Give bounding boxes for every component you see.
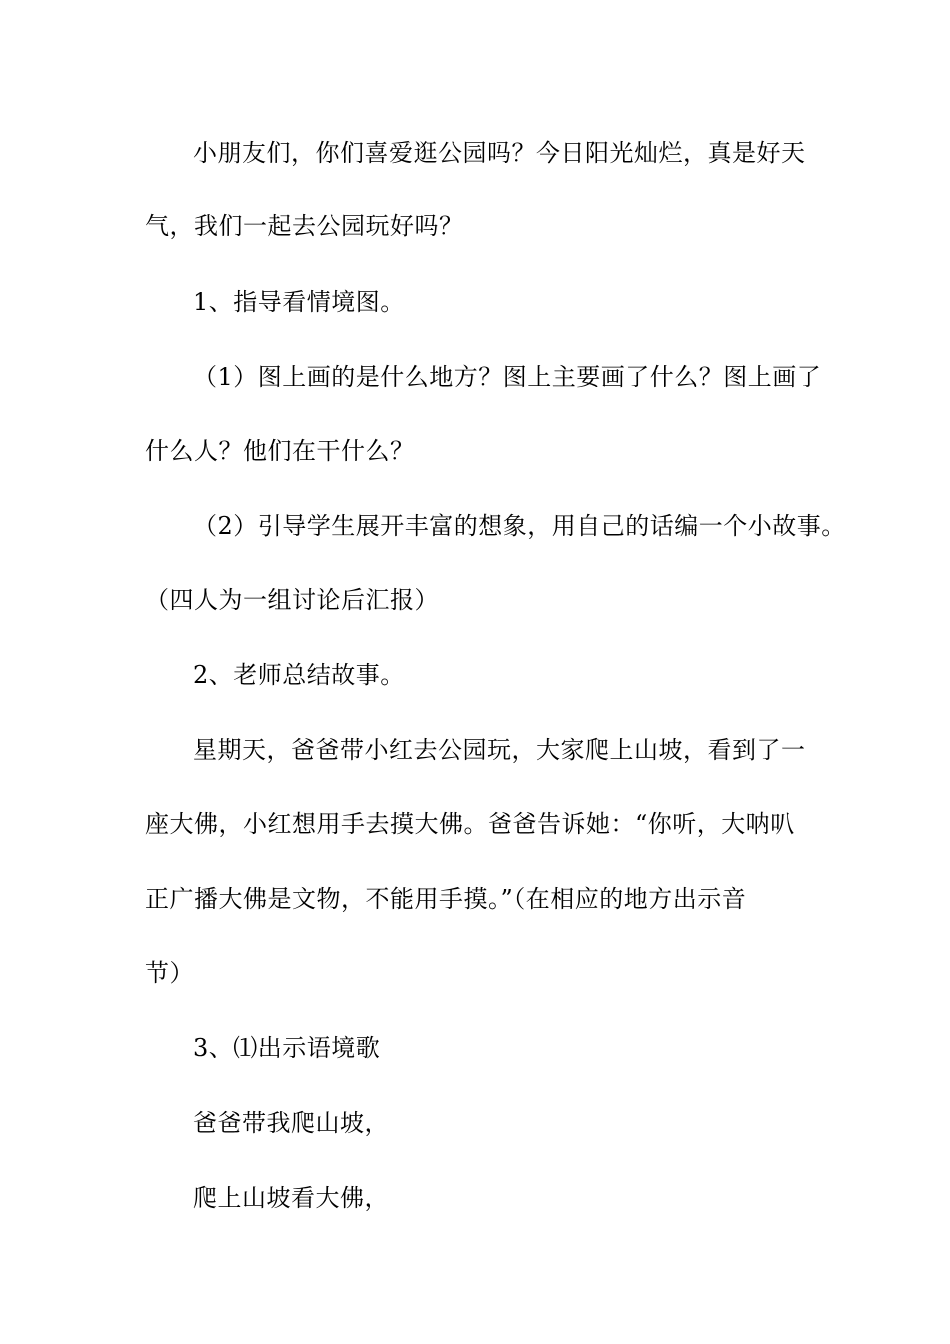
question-2-line-2: （四人为一组讨论后汇报） xyxy=(145,586,439,614)
question-1-line-1: （1）图上画的是什么地方？图上主要画了什么？图上画了 xyxy=(193,363,822,391)
story-line-2: 座大佛，小红想用手去摸大佛。爸爸告诉她：“你听，大呐叭 xyxy=(145,810,795,838)
section-3-heading: 3、⑴出示语境歌 xyxy=(193,1034,381,1062)
paragraph-intro-line-1: 小朋友们，你们喜爱逛公园吗？今日阳光灿烂，真是好天 xyxy=(193,139,806,167)
question-1-line-2: 什么人？他们在干什么？ xyxy=(145,437,415,465)
story-line-1: 星期天，爸爸带小红去公园玩，大家爬上山坡，看到了一 xyxy=(193,736,806,764)
story-line-3: 正广播大佛是文物，不能用手摸。”（在相应的地方出示音 xyxy=(145,885,747,913)
song-line-1: 爸爸带我爬山坡， xyxy=(193,1109,389,1137)
story-line-4: 节） xyxy=(145,959,194,987)
section-2-heading: 2、老师总结故事。 xyxy=(193,661,405,689)
paragraph-intro-line-2: 气，我们一起去公园玩好吗？ xyxy=(145,212,464,240)
song-line-2: 爬上山坡看大佛， xyxy=(193,1184,389,1212)
question-2-line-1: （2）引导学生展开丰富的想象，用自己的话编一个小故事。 xyxy=(193,512,846,540)
section-1-heading: 1、指导看情境图。 xyxy=(193,288,405,316)
